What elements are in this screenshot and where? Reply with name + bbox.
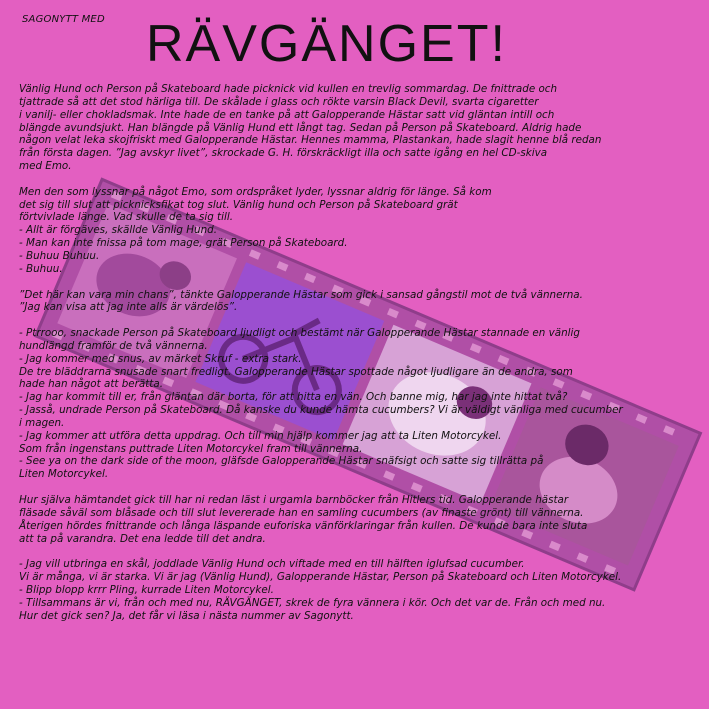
story-paragraph — [19, 558, 694, 622]
story-paragraph — [19, 186, 694, 276]
story-paragraph — [19, 494, 694, 545]
story-line: Men den som lyssnar på något Emo, som ordspråket lyder, lyssnar aldrig för länge. Så kom — [19, 185, 492, 198]
story-paragraph — [19, 83, 694, 173]
page-title: RÄVGÄNGET! — [146, 15, 507, 73]
story-line: att ta på varandra. Det ena ledde till det andra. — [19, 532, 266, 545]
story-line: ”Jag kan visa att jag inte alls är värdelös”. — [19, 301, 238, 314]
paragraph-gap — [19, 481, 694, 494]
story-line: - Buhuu Buhuu. — [19, 249, 100, 262]
paragraph-gap — [19, 276, 694, 289]
story-line: fläsade såväl som blåsade och till slut levererade han en samling cucumbers (av finaste grönt) till vännerna. — [19, 506, 584, 519]
story-line: hundlängd framför de två vännerna. — [19, 339, 208, 352]
story-line: Hur det gick sen? Ja, det får vi läsa i nästa nummer av Sagonytt. — [19, 609, 354, 622]
story-line: med Emo. — [19, 160, 72, 173]
story-line: De tre bläddrarna snusade snart fredligt. Galopperande Hästar spottade något ljudligare än de andra, som — [19, 365, 573, 378]
paragraph-gap — [19, 545, 694, 558]
story-line: - Allt är förgäves, skällde Vänlig Hund. — [19, 224, 217, 237]
story-line: - See ya on the dark side of the moon, gläfsde Galopperande Hästar snäfsigt och satte sig tillrätta på — [19, 455, 544, 468]
story-line: - Jag kommer med snus, av märket Skruf - extra stark. — [19, 352, 302, 365]
story-line: Återigen hördes fnittrande och långa läspande euforiska vänförklaringar från kullen. De kunde bara inte sluta — [19, 519, 588, 532]
story-line: Hur själva hämtandet gick till har ni redan läst i urgamla barnböcker från Hitlers tid. Galopperande hästar — [19, 494, 569, 506]
story-line: hade han något att berätta. — [19, 378, 163, 391]
story-line: - Jasså, undrade Person på Skateboard. Då kanske du kunde hämta cucumbers? Vi är väldigt vänliga med cucumber — [19, 404, 623, 417]
story-line: - Blipp blopp krrr Pling, kurrade Liten Motorcykel. — [19, 583, 274, 596]
paragraph-gap — [19, 314, 694, 327]
story-paragraph — [19, 289, 694, 315]
story-line: ”Det här kan vara min chans”, tänkte Galopperande Hästar som gick i sansad gångstil mot de två vännerna. — [19, 288, 583, 301]
story-text — [19, 83, 694, 622]
story-line: - Man kan inte fnissa på tom mage, grät Person på Skateboard. — [19, 237, 348, 250]
story-line: Som från ingenstans puttrade Liten Motorcykel fram till vännerna. — [19, 442, 363, 455]
story-line: blängde avundsjukt. Han blängde på Vänlig Hund ett långt tag. Sedan på Person på Skateboard. Aldrig hade — [19, 121, 582, 134]
story-line: i vanilj- eller chokladsmak. Inte hade de en tanke på att Galopperande Hästar satt vid gläntan intill och — [19, 108, 555, 121]
story-line: - Buhuu. — [19, 262, 63, 275]
story-line: förtvivlade länge. Vad skulle de ta sig till. — [19, 211, 234, 224]
story-line: - Tillsammans är vi, från och med nu, RÄVGÄNGET, skrek de fyra vännera i kör. Och det var de. Från och med nu. — [19, 596, 606, 609]
story-line: det sig till slut att picknicksfikat tog slut. Vänlig hund och Person på Skateboard grät — [19, 198, 458, 211]
story-line: tjattrade så att det stod härliga till. De skålade i glass och rökte varsin Black Devil, svarta cigaretter — [19, 95, 539, 108]
paragraph-gap — [19, 173, 694, 186]
story-line: någon velat leka skojfriskt med Galopperande Hästar. Hennes mamma, Plastankan, hade slagit henne blå redan — [19, 134, 602, 147]
kicker-label: SAGONYTT MED — [22, 14, 105, 25]
story-paragraph — [19, 327, 694, 481]
story-line: i magen. — [19, 416, 65, 429]
story-line: - Ptrrooo, snackade Person på Skateboard ljudligt och bestämt när Galopperande Hästar stannade en vänlig — [19, 327, 580, 340]
story-line: - Jag vill utbringa en skål, joddlade Vänlig Hund och viftade med en till hälften iglufsad cucumber. — [19, 558, 525, 571]
story-line: Liten Motorcykel. — [19, 468, 109, 481]
story-line: Vänlig Hund och Person på Skateboard hade picknick vid kullen en trevlig sommardag. De fnittrade och — [19, 83, 558, 95]
story-line: Vi är många, vi är starka. Vi är jag (Vänlig Hund), Galopperande Hästar, Person på Skateboard och Liten Motorcykel. — [19, 571, 622, 584]
story-line: - Jag har kommit till er, från gläntan där borta, för att hitta en vän. Och banne mig, har jag inte hittat två? — [19, 391, 568, 404]
story-line: från första dagen. ”Jag avskyr livet”, skrockade G. H. förskräckligt illa och satte igång en hel CD-skiva — [19, 147, 548, 160]
story-line: - Jag kommer att utföra detta uppdrag. Och till min hjälp kommer jag att ta Liten Motorcykel. — [19, 429, 502, 442]
